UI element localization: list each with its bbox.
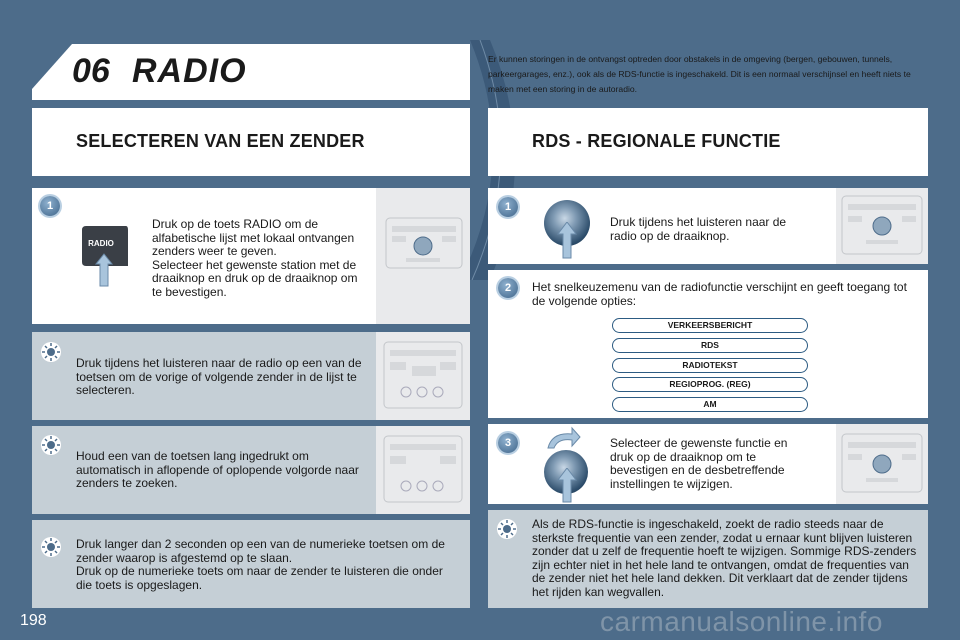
menu-option[interactable]: VERKEERSBERICHT — [612, 318, 808, 333]
page-number: 198 — [20, 612, 47, 629]
radio-panel-illustration — [376, 332, 470, 420]
menu-option[interactable]: AM — [612, 397, 808, 412]
right-tip-text: Als de RDS-functie is ingeschakeld, zoekt de radio steeds naar de sterkste frequentie van een zender, zodat u ernaar kunt blijven luisteren zonder dat u zelf de frequentie hoeft te wijzigen. Sommige RDS-zenders zijn echter niet in het hele land te ontvangen, omdat de frequenties van de zender niet het hele land dekken. Dit verklaart dat de zender tijdens het rijden kan wegvallen. — [532, 517, 917, 599]
lightbulb-icon — [496, 518, 518, 540]
menu-option[interactable]: RADIOTEKST — [612, 358, 808, 373]
lightbulb-icon — [40, 536, 62, 558]
press-arrow-icon — [556, 468, 578, 504]
right-step3-text: Selecteer de gewenste functie en druk op de draaiknop om te bevestigen en de desbetreffende instellingen te wijzigen. — [610, 436, 788, 491]
left-tip3-text: Druk langer dan 2 seconden op een van de numerieke toetsen om de zender waarop is afgestemd op te slaan. Druk op de numerieke toets om naar de zender te luisteren die onder die toets is opgeslagen. — [76, 537, 445, 592]
lightbulb-icon — [40, 434, 62, 456]
menu-option[interactable]: REGIOPROG. (REG) — [612, 377, 808, 392]
right-section-title: RDS - REGIONALE FUNCTIE — [532, 131, 781, 151]
radio-panel-illustration — [836, 424, 928, 504]
press-arrow-icon — [556, 222, 578, 260]
step-number-badge: 1 — [498, 197, 518, 217]
radio-panel-illustration — [836, 188, 928, 264]
menu-option[interactable]: RDS — [612, 338, 808, 353]
step-number-badge: 3 — [498, 433, 518, 453]
right-step2-text: Het snelkeuzemenu van de radiofunctie verschijnt en geeft toegang tot de volgende opties: — [532, 280, 907, 308]
intro-text: Er kunnen storingen in de ontvangst optreden door obstakels in de omgeving (bergen, gebouwen, tunnels, parkeergarages, enz.), ook als de RDS-functie is ingeschakeld. Dit is een normaal verschijnsel en heeft niets te maken met een storing in de autoradio. — [488, 54, 911, 94]
left-section-title: SELECTEREN VAN EEN ZENDER — [76, 131, 365, 151]
rotate-arrow-icon — [546, 426, 582, 450]
step-number-badge: 2 — [498, 278, 518, 298]
right-step1-text: Druk tijdens het luisteren naar de radio op de draaiknop. — [610, 215, 787, 243]
chapter-number: 06 — [72, 52, 110, 90]
left-tip1-text: Druk tijdens het luisteren naar de radio op een van de toetsen om de vorige of volgende zender in de lijst te selecteren. — [76, 356, 362, 397]
radio-button-label: RADIO — [88, 239, 114, 248]
watermark: carmanualsonline.info — [600, 606, 883, 637]
lightbulb-icon — [40, 341, 62, 363]
radio-panel-illustration — [376, 188, 470, 324]
left-tip2-text: Houd een van de toetsen lang ingedrukt om automatisch in aflopende of oplopende volgorde naar zenders te zoeken. — [76, 449, 359, 490]
left-step1-text: Druk op de toets RADIO om de alfabetische lijst met lokaal ontvangen zenders weer te geven. Selecteer het gewenste station met de draaiknop en druk op de draaiknop om te bevestigen. — [152, 217, 358, 299]
step-number-badge: 1 — [40, 196, 60, 216]
radio-panel-illustration — [376, 426, 470, 514]
chapter-title: RADIO — [132, 52, 247, 90]
